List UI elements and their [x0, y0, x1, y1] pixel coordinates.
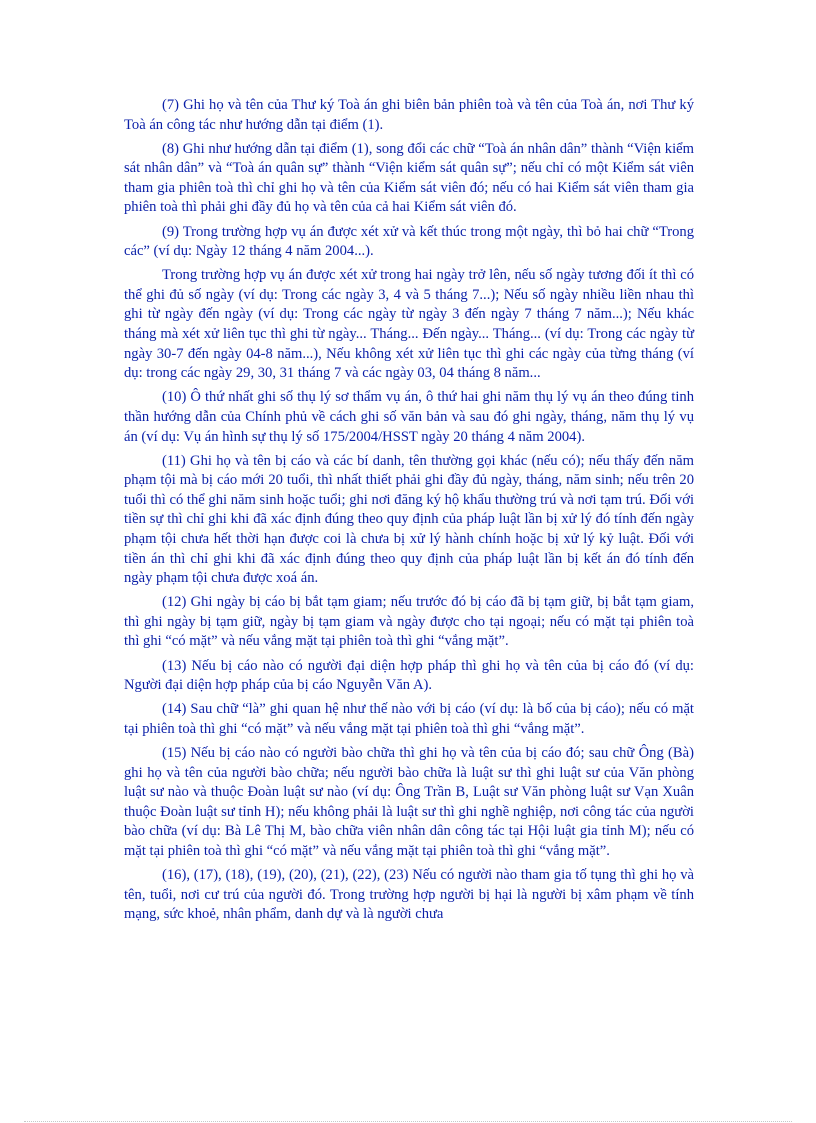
- paragraph-16-23: (16), (17), (18), (19), (20), (21), (22), (23) Nếu có người nào tham gia tố tụng thì ghi họ và tên, tuổi, nơi cư trú của người đó. Trong trường hợp người bị hại là người bị xâm phạm về tính mạng, sức khoẻ, nhân phẩm, danh dự và là người chưa: [124, 866, 694, 923]
- paragraph-12: (12) Ghi ngày bị cáo bị bắt tạm giam; nếu trước đó bị cáo đã bị tạm giữ, bị bắt tạm giam, thì ghi ngày bị tạm giữ, ngày bị tạm giam và ngày được cho tại ngoại; nếu có mặt tại phiên toà thì ghi “có mặt” và nếu vắng mặt tại phiên toà thì ghi “vắng mặt”.: [124, 594, 694, 650]
- document-body: [124, 96, 694, 929]
- paragraph-9: (9) Trong trường hợp vụ án được xét xử và kết thúc trong một ngày, thì bỏ hai chữ “Trong các” (ví dụ: Ngày 12 tháng 4 năm 2004...).: [124, 223, 694, 260]
- paragraph-10: (10) Ô thứ nhất ghi số thụ lý sơ thẩm vụ án, ô thứ hai ghi năm thụ lý vụ án theo đúng tinh thần hướng dẫn của Chính phủ về cách ghi số văn bản và sau đó ghi ngày, tháng, năm thụ lý vụ án (ví dụ: Vụ án hình sự thụ lý số 175/2004/HSST ngày 20 tháng 4 năm 2004).: [124, 389, 694, 445]
- paragraph-11: (11) Ghi họ và tên bị cáo và các bí danh, tên thường gọi khác (nếu có); nếu thấy đến năm phạm tội mà bị cáo mới 20 tuổi, thì nhất thiết phải ghi đầy đủ ngày, tháng, năm sinh; nếu trên 20 tuổi thì có thể ghi năm sinh hoặc tuổi; ghi nơi đăng ký hộ khẩu thường trú và nơi tạm trú. Đối với tiền sự thì chỉ ghi khi đã xác định đúng theo quy định của pháp luật lần bị xử lý đó tính đến ngày phạm tội chưa hết thời hạn được coi là chưa bị xử lý hành chính hoặc bị xử lý kỷ luật. Đối với tiền án thì chỉ ghi khi đã xác định đúng theo quy định của pháp luật lần bị kết án đó tính đến ngày phạm tội chưa được xoá án.: [124, 452, 694, 587]
- paragraph-8: (8) Ghi như hướng dẫn tại điểm (1), song đổi các chữ “Toà án nhân dân” thành “Viện kiểm sát nhân dân” và “Toà án quân sự” thành “Viện kiểm sát quân sự”; nếu chỉ có một Kiểm sát viên tham gia phiên toà thì chỉ ghi họ và tên của Kiểm sát viên đó; nếu có hai Kiểm sát viên tham gia phiên toà thì phải ghi đầy đủ họ và tên của cả hai Kiểm sát viên đó.: [124, 140, 694, 216]
- paragraph-14: (14) Sau chữ “là” ghi quan hệ như thế nào với bị cáo (ví dụ: là bố của bị cáo); nếu có mặt tại phiên toà thì ghi “có mặt” và nếu vắng mặt tại phiên toà thì ghi “vắng mặt”.: [124, 701, 694, 737]
- page-bottom-divider: [24, 1121, 792, 1122]
- paragraph-15: (15) Nếu bị cáo nào có người bào chữa thì ghi họ và tên của bị cáo đó; sau chữ Ông (Bà) ghi họ và tên của người bào chữa; nếu người bào chữa là luật sư thì ghi luật sư của Văn phòng luật sư nào và thuộc Đoàn luật sư nào (ví dụ: Ông Trần B, Luật sư Văn phòng luật sư Vạn Xuân thuộc Đoàn luật sư tỉnh H); nếu không phải là luật sư thì ghi nghề nghiệp, nơi công tác của người bào chữa (ví dụ: Bà Lê Thị M, bào chữa viên nhân dân công tác tại Hội luật gia tỉnh M); nếu có mặt tại phiên toà thì ghi “có mặt” và nếu vắng mặt tại phiên toà thì ghi “vắng mặt”.: [124, 744, 694, 859]
- paragraph-7: (7) Ghi họ và tên của Thư ký Toà án ghi biên bản phiên toà và tên của Toà án, nơi Thư ký Toà án công tác như hướng dẫn tại điểm (1).: [124, 97, 694, 133]
- paragraph-9-continued: Trong trường hợp vụ án được xét xử trong hai ngày trở lên, nếu số ngày tương đối ít thì có thể ghi đủ số ngày (ví dụ: Trong các ngày 3, 4 và 5 tháng 7...); Nếu số ngày nhiều liền nhau thì ghi từ ngày đến ngày (ví dụ: Trong các ngày từ ngày 3 đến ngày 7 tháng 7 năm...); Nếu khác tháng mà xét xử liên tục thì ghi từ ngày... Tháng... Đến ngày... Tháng... (ví dụ: Trong các ngày từ ngày 30-7 đến ngày 04-8 năm...), Nếu không xét xử liên tục thì ghi các ngày của từng tháng (ví dụ: trong các ngày 29, 30, 31 tháng 7 và các ngày 03, 04 tháng 8 năm...: [124, 267, 694, 382]
- paragraph-13: (13) Nếu bị cáo nào có người đại diện hợp pháp thì ghi họ và tên của bị cáo đó (ví dụ: Người đại diện hợp pháp của bị cáo Nguyễn Văn A).: [124, 657, 694, 694]
